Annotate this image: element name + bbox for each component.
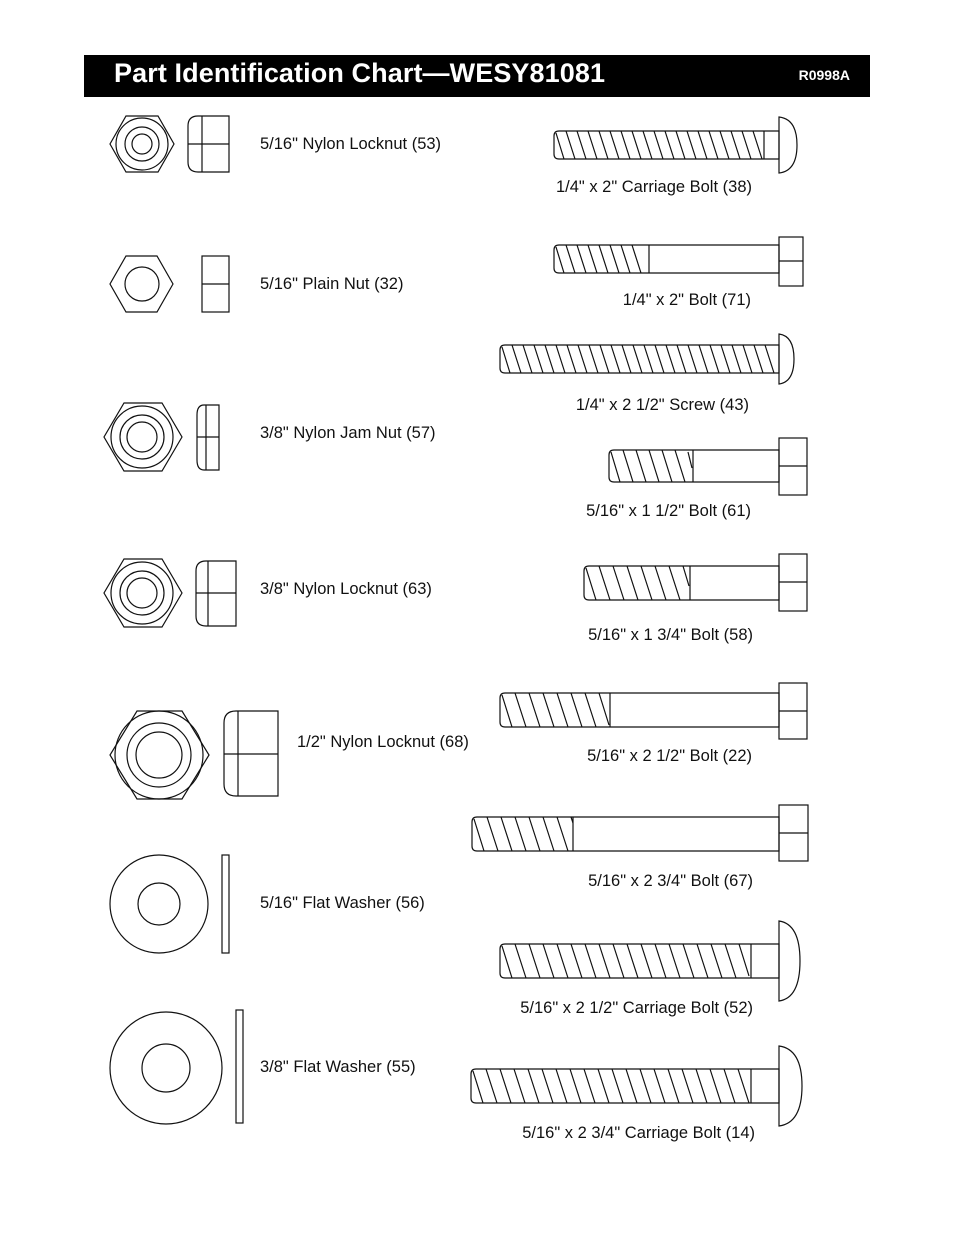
part-label-carriage-bolt-38: 1/4" x 2" Carriage Bolt (38) — [555, 178, 752, 196]
hex-bolt-icon — [472, 805, 808, 861]
part-label-bolt-22: 5/16" x 2 1/2" Bolt (22) — [587, 747, 752, 765]
hex-bolt-icon — [500, 683, 807, 739]
nylon-locknut-icon — [110, 711, 278, 799]
carriage-bolt-icon — [554, 117, 797, 173]
flat-washer-icon — [110, 1010, 243, 1124]
part-label-bolt-71: 1/4" x 2" Bolt (71) — [622, 291, 751, 309]
nylon-jam-nut-icon — [104, 403, 219, 471]
hex-bolt-icon — [584, 554, 807, 611]
part-label-nylon-locknut-68: 1/2" Nylon Locknut (68) — [297, 733, 469, 751]
document-code: R0998A — [798, 67, 850, 83]
flat-washer-icon — [110, 855, 229, 953]
screw-icon — [500, 334, 794, 384]
part-label-nylon-locknut-63: 3/8" Nylon Locknut (63) — [260, 580, 432, 598]
hex-bolt-icon — [554, 237, 803, 286]
part-label-nylon-jam-nut-57: 3/8" Nylon Jam Nut (57) — [260, 424, 436, 442]
part-label-flat-washer-55: 3/8" Flat Washer (55) — [260, 1058, 416, 1076]
part-label-nylon-locknut-53: 5/16" Nylon Locknut (53) — [260, 135, 442, 153]
nylon-locknut-icon — [110, 116, 229, 172]
part-label-plain-nut-32: 5/16" Plain Nut (32) — [260, 275, 404, 293]
nylon-locknut-icon — [104, 559, 236, 627]
part-label-bolt-58: 5/16" x 1 3/4" Bolt (58) — [588, 626, 753, 644]
part-label-flat-washer-56: 5/16" Flat Washer (56) — [260, 894, 425, 912]
part-label-carriage-bolt-14: 5/16" x 2 3/4" Carriage Bolt (14) — [522, 1124, 755, 1142]
part-label-carriage-bolt-52: 5/16" x 2 1/2" Carriage Bolt (52) — [520, 999, 753, 1017]
part-label-screw-43: 1/4" x 2 1/2" Screw (43) — [575, 396, 749, 414]
carriage-bolt-icon — [500, 921, 800, 1001]
page-title: Part Identification Chart—WESY81081 — [114, 58, 606, 88]
part-label-bolt-61: 5/16" x 1 1/2" Bolt (61) — [586, 502, 751, 520]
carriage-bolt-icon — [471, 1046, 802, 1126]
plain-nut-icon — [110, 256, 229, 312]
part-label-bolt-67: 5/16" x 2 3/4" Bolt (67) — [588, 872, 753, 890]
hex-bolt-icon — [609, 438, 807, 495]
